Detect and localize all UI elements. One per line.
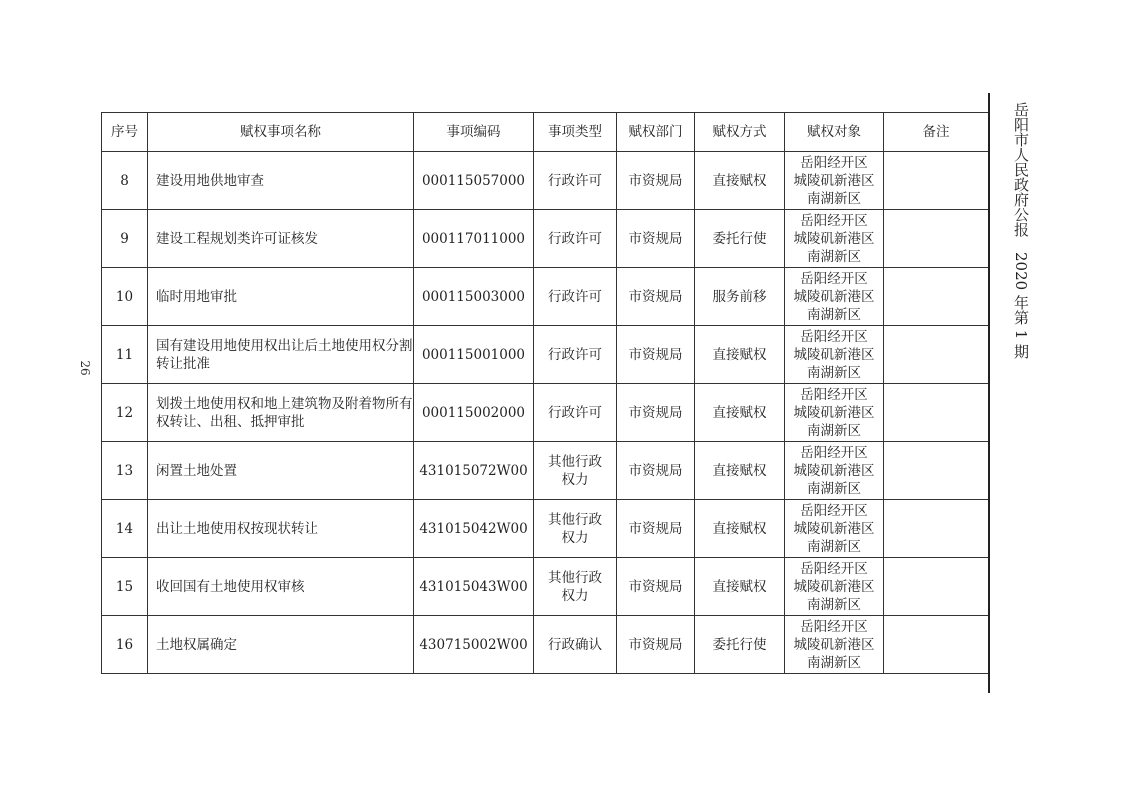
target-item: 南湖新区: [807, 364, 861, 381]
target-item: 南湖新区: [807, 538, 861, 555]
method: 直接赋权: [695, 326, 785, 384]
item-name: 临时用地审批: [148, 268, 414, 326]
target-cell: [785, 558, 884, 616]
row-number: 12: [102, 384, 148, 442]
item-code: 431015072W00: [414, 442, 534, 500]
note-cell: [884, 210, 989, 268]
method: 直接赋权: [695, 442, 785, 500]
item-type: 行政许可: [534, 326, 617, 384]
item-code: 430715002W00: [414, 616, 534, 674]
row-number: 11: [102, 326, 148, 384]
target-item: 岳阳经开区: [800, 618, 868, 635]
item-type: 行政许可: [534, 384, 617, 442]
target-item: 城陵矶新港区: [793, 288, 875, 305]
target-item: 城陵矶新港区: [793, 636, 875, 653]
note-cell: [884, 616, 989, 674]
target-cell: [785, 210, 884, 268]
row-number: 9: [102, 210, 148, 268]
table-row: [102, 500, 989, 558]
target-item: 南湖新区: [807, 422, 861, 439]
note-cell: [884, 152, 989, 210]
row-number: 16: [102, 616, 148, 674]
item-name: 国有建设用地使用权出让后土地使用权分割转让批准: [148, 326, 414, 384]
method: 直接赋权: [695, 558, 785, 616]
method: 直接赋权: [695, 384, 785, 442]
row-number: 15: [102, 558, 148, 616]
authorization-table: [101, 112, 989, 674]
department: 市资规局: [617, 558, 695, 616]
item-code: 000115001000: [414, 326, 534, 384]
vertical-rule: [988, 93, 990, 693]
table-row: [102, 558, 989, 616]
note-cell: [884, 384, 989, 442]
department: 市资规局: [617, 152, 695, 210]
target-item: 南湖新区: [807, 480, 861, 497]
item-type: 其他行政权力: [534, 500, 617, 558]
target-item: 城陵矶新港区: [793, 404, 875, 421]
item-code: 000115057000: [414, 152, 534, 210]
target-item: 岳阳经开区: [800, 154, 868, 171]
item-code: 431015043W00: [414, 558, 534, 616]
method: 直接赋权: [695, 500, 785, 558]
row-number: 14: [102, 500, 148, 558]
page-number: 26: [78, 360, 92, 376]
target-cell: [785, 442, 884, 500]
target-item: 岳阳经开区: [800, 212, 868, 229]
item-name: 划拨土地使用权和地上建筑物及附着物所有权转让、出租、抵押审批: [148, 384, 414, 442]
target-item: 南湖新区: [807, 248, 861, 265]
table-row: [102, 384, 989, 442]
target-item: 岳阳经开区: [800, 444, 868, 461]
target-cell: [785, 152, 884, 210]
target-item: 岳阳经开区: [800, 270, 868, 287]
header-cell: 事项类型: [534, 113, 617, 152]
department: 市资规局: [617, 210, 695, 268]
item-name: 收回国有土地使用权审核: [148, 558, 414, 616]
item-type: 其他行政权力: [534, 442, 617, 500]
target-item: 城陵矶新港区: [793, 578, 875, 595]
journal-title: 岳阳市人民政府公报 2020 年第 1 期: [1012, 102, 1030, 360]
table-row: [102, 616, 989, 674]
header-cell: 赋权方式: [695, 113, 785, 152]
item-name: 出让土地使用权按现状转让: [148, 500, 414, 558]
table-row: [102, 268, 989, 326]
target-item: 南湖新区: [807, 306, 861, 323]
table-header-row: [102, 113, 989, 152]
table-row: [102, 442, 989, 500]
target-item: 岳阳经开区: [800, 560, 868, 577]
department: 市资规局: [617, 500, 695, 558]
method: 委托行使: [695, 616, 785, 674]
item-type: 行政许可: [534, 268, 617, 326]
item-code: 000117011000: [414, 210, 534, 268]
department: 市资规局: [617, 268, 695, 326]
method: 服务前移: [695, 268, 785, 326]
item-code: 000115003000: [414, 268, 534, 326]
department: 市资规局: [617, 384, 695, 442]
target-item: 城陵矶新港区: [793, 172, 875, 189]
item-name: 闲置土地处置: [148, 442, 414, 500]
note-cell: [884, 268, 989, 326]
row-number: 13: [102, 442, 148, 500]
item-type: 行政确认: [534, 616, 617, 674]
method: 委托行使: [695, 210, 785, 268]
table-row: [102, 210, 989, 268]
target-item: 城陵矶新港区: [793, 520, 875, 537]
target-item: 南湖新区: [807, 654, 861, 671]
target-item: 南湖新区: [807, 596, 861, 613]
item-code: 431015042W00: [414, 500, 534, 558]
item-type: 行政许可: [534, 152, 617, 210]
table-row: [102, 152, 989, 210]
target-cell: [785, 326, 884, 384]
target-cell: [785, 616, 884, 674]
department: 市资规局: [617, 326, 695, 384]
item-name: 建设工程规划类许可证核发: [148, 210, 414, 268]
target-item: 岳阳经开区: [800, 328, 868, 345]
header-cell: 事项编码: [414, 113, 534, 152]
target-cell: [785, 384, 884, 442]
target-item: 城陵矶新港区: [793, 230, 875, 247]
row-number: 10: [102, 268, 148, 326]
item-code: 000115002000: [414, 384, 534, 442]
item-type: 行政许可: [534, 210, 617, 268]
target-item: 岳阳经开区: [800, 386, 868, 403]
method: 直接赋权: [695, 152, 785, 210]
department: 市资规局: [617, 442, 695, 500]
target-item: 岳阳经开区: [800, 502, 868, 519]
header-cell: 序号: [102, 113, 148, 152]
target-cell: [785, 500, 884, 558]
target-item: 南湖新区: [807, 190, 861, 207]
header-cell: 备注: [884, 113, 989, 152]
item-name: 建设用地供地审查: [148, 152, 414, 210]
note-cell: [884, 442, 989, 500]
header-cell: 赋权对象: [785, 113, 884, 152]
target-item: 城陵矶新港区: [793, 346, 875, 363]
header-cell: 赋权部门: [617, 113, 695, 152]
header-cell: 赋权事项名称: [148, 113, 414, 152]
target-item: 城陵矶新港区: [793, 462, 875, 479]
department: 市资规局: [617, 616, 695, 674]
note-cell: [884, 558, 989, 616]
note-cell: [884, 326, 989, 384]
table-row: [102, 326, 989, 384]
note-cell: [884, 500, 989, 558]
item-type: 其他行政权力: [534, 558, 617, 616]
item-name: 土地权属确定: [148, 616, 414, 674]
target-cell: [785, 268, 884, 326]
row-number: 8: [102, 152, 148, 210]
